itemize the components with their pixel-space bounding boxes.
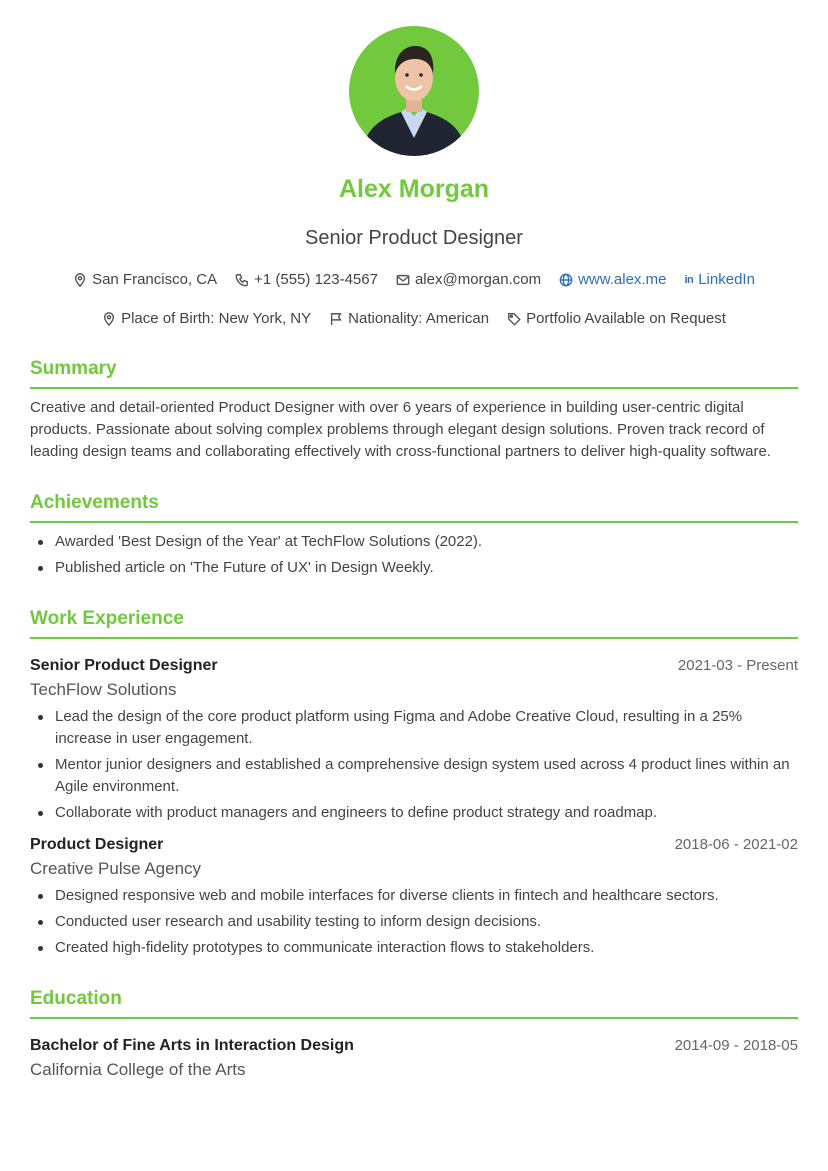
person-photo xyxy=(349,26,479,156)
list-item: Conducted user research and usability testing to inform design decisions. xyxy=(30,911,798,933)
candidate-name: Alex Morgan xyxy=(338,175,490,203)
degree-title: Bachelor of Fine Arts in Interaction Design xyxy=(30,1037,354,1054)
linkedin-link[interactable] xyxy=(684,270,755,290)
school-name: California College of the Arts xyxy=(30,1060,246,1079)
job-company: Creative Pulse Agency xyxy=(30,859,202,878)
email-text[interactable]: alex@morgan.com xyxy=(414,271,542,288)
portfolio-text: Portfolio Available on Request xyxy=(526,310,726,327)
mail-icon xyxy=(396,273,410,287)
nationality-item xyxy=(329,309,489,329)
job-title: Senior Product Designer xyxy=(30,657,218,674)
job-entry xyxy=(30,834,798,959)
personal-info-row xyxy=(30,309,798,329)
location-text: San Francisco, CA xyxy=(92,271,218,288)
experience-section xyxy=(30,607,798,959)
phone-icon xyxy=(235,273,249,287)
flag-icon xyxy=(329,312,343,326)
list-item: Collaborate with product managers and engineers to define product strategy and roadmap. xyxy=(30,802,798,824)
education-entry xyxy=(30,1035,798,1082)
website-link[interactable] xyxy=(559,270,666,290)
achievements-section xyxy=(30,491,798,579)
phone-text: +1 (555) 123-4567 xyxy=(254,271,378,288)
summary-text: Creative and detail-oriented Product Designer with over 6 years of experience in building user-centric digital products. Passionate about solving complex problems through elegant design solutions. Proven track record of leading design teams and collaborating effectively with cross-functional partners to deliver high-quality software. xyxy=(30,399,771,460)
job-dates: 2018-06 - 2021-02 xyxy=(674,836,798,853)
website-text[interactable]: www.alex.me xyxy=(578,271,667,288)
birthplace-text: Place of Birth: New York, NY xyxy=(121,310,312,327)
tag-icon xyxy=(507,312,521,326)
list-item: Created high-fidelity prototypes to communicate interaction flows to stakeholders. xyxy=(30,937,798,959)
job-bullets xyxy=(30,706,798,824)
education-section xyxy=(30,987,798,1082)
list-item: Published article on 'The Future of UX' in Design Weekly. xyxy=(30,557,798,579)
globe-icon xyxy=(559,273,573,287)
linkedin-text[interactable]: LinkedIn xyxy=(698,271,755,288)
list-item: Lead the design of the core product platform using Figma and Adobe Creative Cloud, resulting in a 25% increase in user engagement. xyxy=(30,706,798,750)
section-title-achievements: Achievements xyxy=(30,491,798,523)
phone-item xyxy=(235,270,378,290)
map-pin-icon xyxy=(102,312,116,326)
map-pin-icon xyxy=(73,273,87,287)
list-item: Awarded 'Best Design of the Year' at TechFlow Solutions (2022). xyxy=(30,531,798,553)
job-company: TechFlow Solutions xyxy=(30,680,177,699)
job-dates: 2021-03 - Present xyxy=(677,657,798,674)
nationality-text: Nationality: American xyxy=(348,310,490,327)
linkedin-icon: in xyxy=(684,274,694,286)
list-item: Mentor junior designers and established a comprehensive design system used across 4 product lines within an Agile environment. xyxy=(30,754,798,798)
section-title-education: Education xyxy=(30,987,798,1019)
birthplace-item xyxy=(102,309,311,329)
resume-header xyxy=(30,26,798,329)
location-item xyxy=(73,270,217,290)
resume-page xyxy=(0,26,828,1171)
job-header xyxy=(30,655,798,677)
education-dates: 2014-09 - 2018-05 xyxy=(674,1037,798,1054)
list-item: Designed responsive web and mobile interfaces for diverse clients in fintech and healthcare sectors. xyxy=(30,885,798,907)
email-item[interactable] xyxy=(396,270,541,290)
job-entry xyxy=(30,655,798,824)
achievements-list xyxy=(30,531,798,579)
job-title: Product Designer xyxy=(30,836,164,853)
job-header xyxy=(30,834,798,856)
candidate-title: Senior Product Designer xyxy=(305,227,523,249)
summary-section xyxy=(30,357,798,463)
portfolio-item xyxy=(507,309,726,329)
contact-row xyxy=(30,270,798,290)
education-header xyxy=(30,1035,798,1057)
avatar xyxy=(349,26,479,156)
section-title-experience: Work Experience xyxy=(30,607,798,639)
job-bullets xyxy=(30,885,798,959)
section-title-summary: Summary xyxy=(30,357,798,389)
